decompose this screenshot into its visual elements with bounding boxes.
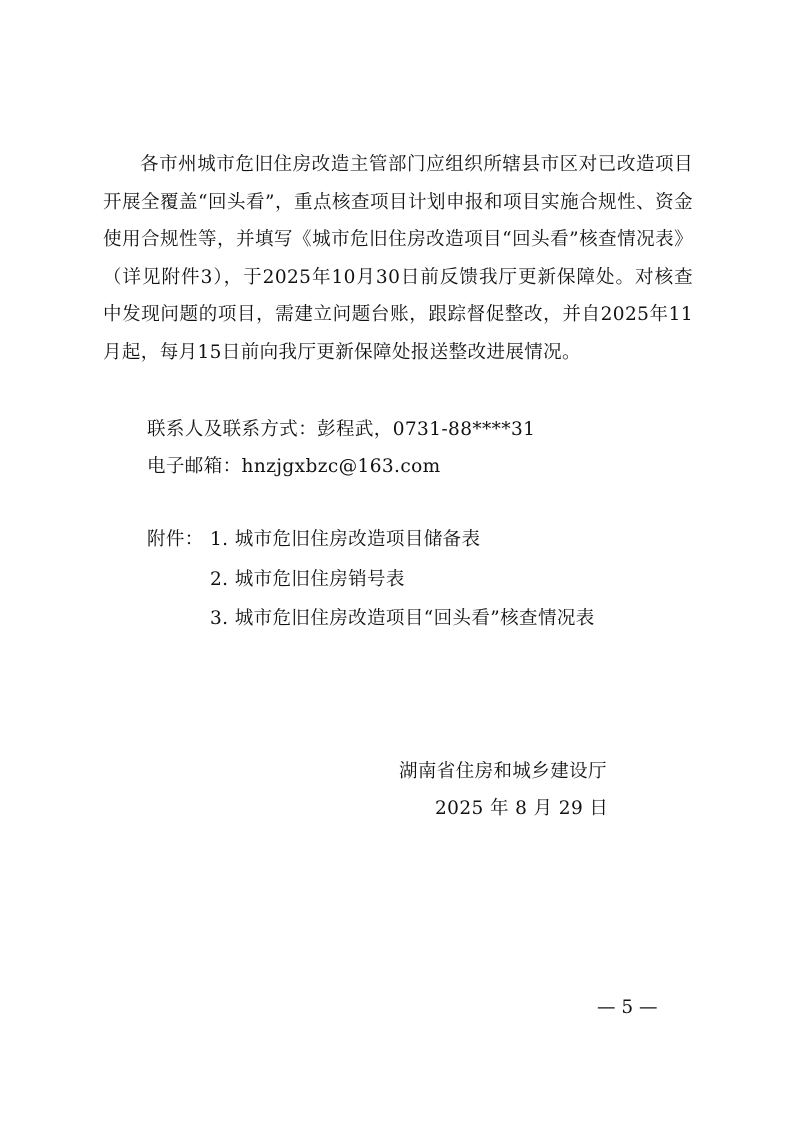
email-line: 电子邮箱：hnzjgxbzc@163.com [147,456,441,477]
contact-line: 联系人及联系方式：彭程武，0731-88****31 [147,419,536,440]
attachment-item-2: 2. 城市危旧住房销号表 [210,569,405,590]
signature-org: 湖南省住房和城乡建设厅 [399,761,607,782]
attachment-item-3: 3. 城市危旧住房改造项目“回头看”核查情况表 [210,608,595,629]
attachment-item-1: 1. 城市危旧住房改造项目储备表 [210,529,481,550]
page-number: — 5 — [597,997,658,1018]
body-paragraph: 各市州城市危旧住房改造主管部门应组织所辖县市区对已改造项目开展全覆盖“回头看”，重点核查项目计划申报和项目实施合规性、资金使用合规性等，并填写《城市危旧住房改造项目“回头看”核查情况表》（详见附件3），于2025年10月30日前反馈我厅更新保障处。对核查中发现问题的项目，需建立问题台账，跟踪督促整改，并自2025年11月起，每月15日前向我厅更新保障处报送整改进展情况。 [103,154,693,363]
signature-date: 2025 年 8 月 29 日 [435,798,609,819]
attachments-label: 附件： [147,529,204,550]
